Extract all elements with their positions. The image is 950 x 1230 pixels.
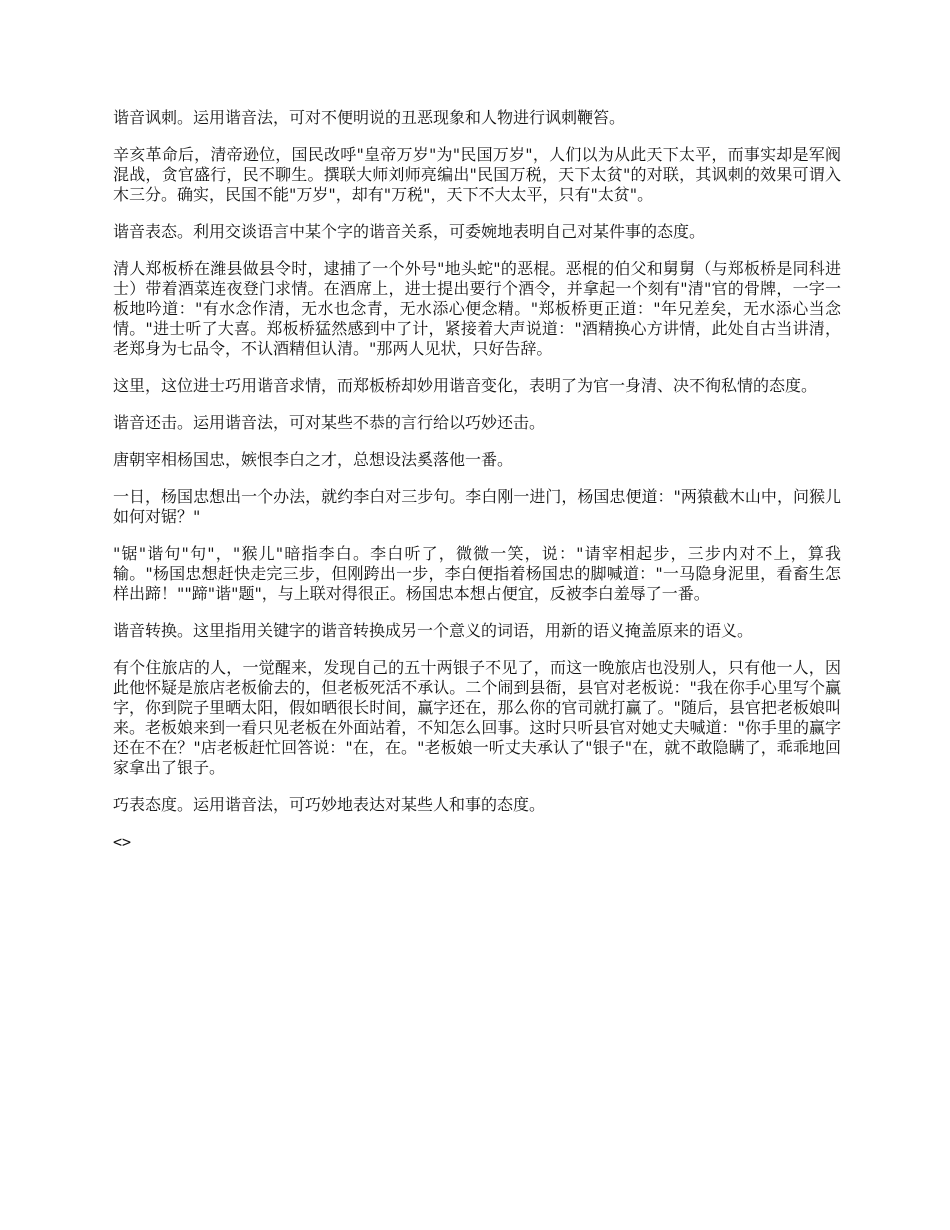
paragraph-counter-heading: 谐音还击。运用谐音法，可对某些不恭的言行给以巧妙还击。 xyxy=(113,413,546,432)
paragraph-attitude-heading: 谐音表态。利用交谈语言中某个字的谐音关系，可委婉地表明自己对某件事的态度。 xyxy=(113,222,706,241)
paragraph-clever-attitude-heading: 巧表态度。运用谐音法，可巧妙地表达对某些人和事的态度。 xyxy=(113,795,546,814)
end-marker: <> xyxy=(113,833,132,851)
paragraph-yang-guozhong-intro: 唐朝宰相杨国忠，嫉恨李白之才，总想设法奚落他一番。 xyxy=(113,450,514,469)
paragraph-zheng-banqiao-comment: 这里，这位进士巧用谐音求情，而郑板桥却妙用谐音变化，表明了为官一身清、决不徇私情的态度。 xyxy=(113,376,818,395)
paragraph-innkeeper-story: 有个住旅店的人，一觉醒来，发现自己的五十两银子不见了，而这一晚旅店也没别人，只有他一人，因此他怀疑是旅店老板偷去的，但老板死活不承认。二个闹到县衙，县官对老板说："我在你手心里写个赢字，你到院子里晒太阳，假如晒很长时间，赢字还在，那么你的官司就打赢了。"随后，县官把老板娘叫来。老板娘来到一看只见老板在外面站着，不知怎么回事。这时只听县官对她丈夫喊道："你手里的赢字还在不在？"店老板赶忙回答说："在，在。"老板娘一听丈夫承认了"银子"在，就不敢隐瞒了，乖乖地回家拿出了银子。 xyxy=(113,658,841,777)
paragraph-yang-guozhong-couplet: 一日，杨国忠想出一个办法，就约李白对三步句。李白刚一进门，杨国忠便道："两猿截木山中，问猴儿如何对锯？" xyxy=(113,487,841,526)
paragraph-li-bai-reply: "锯"谐句"句"，"猴儿"暗指李白。李白听了，微微一笑，说："请宰相起步，三步内对不上，算我输。"杨国忠想赶快走完三步，但刚跨出一步，李白便指着杨国忠的脚喊道："一马隐身泥里，看畜生怎样出蹄！""蹄"谐"题"，与上联对得很正。杨国忠本想占便宜，反被李白羞辱了一番。 xyxy=(113,544,841,603)
paragraph-zheng-banqiao-story: 清人郑板桥在潍县做县令时，逮捕了一个外号"地头蛇"的恶棍。恶棍的伯父和舅舅（与郑板桥是同科进士）带着酒菜连夜登门求情。在酒席上，进士提出要行个酒令，并拿起一个刻有"清"官的骨牌，一字一板地吟道："有水念作清，无水也念青，无水添心便念精。"郑板桥更正道："年兄差矣，无水添心当念情。"进士听了大喜。郑板桥猛然感到中了计，紧接着大声说道："酒精换心方讲情，此处自古当讲清，老郑身为七品令，不认酒精但认清。"那两人见状，只好告辞。 xyxy=(113,259,841,358)
paragraph-satire-example: 辛亥革命后，清帝逊位，国民改呼"皇帝万岁"为"民国万岁"，人们以为从此天下太平，而事实却是军阀混战，贪官盛行，民不聊生。撰联大师刘师亮编出"民国万税，天下太贫"的对联，其讽刺的效果可谓入木三分。确实，民国不能"万岁"，却有"万税"，天下不大太平，只有"太贫"。 xyxy=(113,145,841,204)
paragraph-satire-heading: 谐音讽刺。运用谐音法，可对不便明说的丑恶现象和人物进行讽刺鞭笞。 xyxy=(113,108,626,127)
paragraph-conversion-heading: 谐音转换。这里指用关键字的谐音转换成另一个意义的词语，用新的语义掩盖原来的语义。 xyxy=(113,621,754,640)
document-body xyxy=(113,108,841,869)
